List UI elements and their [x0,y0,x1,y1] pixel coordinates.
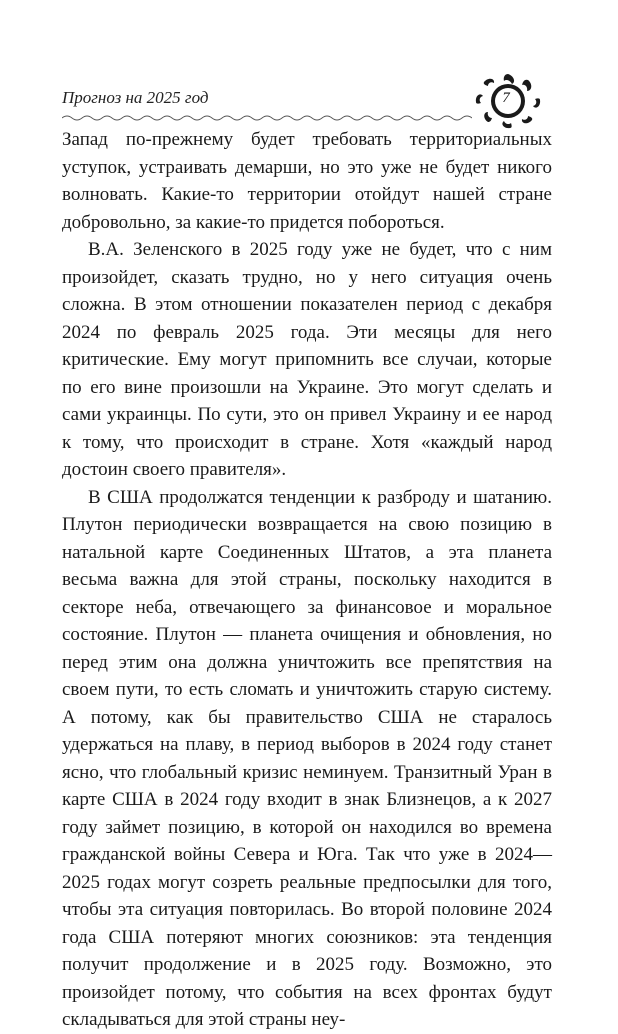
body-text [62,126,552,1034]
wavy-rule-ornament [62,114,472,122]
paragraph: В.А. Зеленского в 2025 году уже не будет, что с ним произойдет, сказать трудно, но у него ситуация очень сложна. В этом отношении показателен период с декабря 2024 по февраль 2025 года. Эти месяцы для него критические. Ему могут припомнить все случаи, которые по его вине произошли на Украине. Это могут сделать и сами украинцы. По сути, это он привел Украину и ее народ к тому, что происходит в стране. Хотя «каждый народ достоин своего правителя». [62,239,552,480]
running-header-title: Прогноз на 2025 год [62,88,209,107]
paragraph: Запад по-прежнему будет требовать территориальных уступок, устраивать демарши, но это уже не будет никого волновать. Какие-то территории отойдут нашей стране добровольно, за какие-то придется побороться. [62,129,552,233]
page-number: 7 [502,90,510,106]
paragraph: В США продолжатся тенденции к разброду и шатанию. Плутон периодически возвращается на свою позицию в натальной карте Соединенных Штатов, а эта планета весьма важна для этой страны, поскольку находится в секторе неба, отвечающего за финансовое и моральное состояние. Плутон — планета очищения и обновления, но перед этим она должна уничтожить все препятствия на своем пути, то есть сломать и уничтожить старую систему. А потому, как бы правительство США не старалось удержаться на плаву, в период выборов в 2024 году станет ясно, что глобальный кризис неминуем. Транзитный Уран в карте США в 2024 году входит в знак Близнецов, а к 2027 году займет позицию, в которой он находился во времена гражданской войны Севера и Юга. Так что уже в 2024—2025 годах могут созреть реальные предпосылки для того, чтобы эта ситуация повторилась. Во второй половине 2024 года США потеряют многих союзников: эта тенденция получит продолжение и в 2025 году. Возможно, это произойдет потому, что события на всех фронтах будут складываться для этой страны неу- [62,486,552,1030]
